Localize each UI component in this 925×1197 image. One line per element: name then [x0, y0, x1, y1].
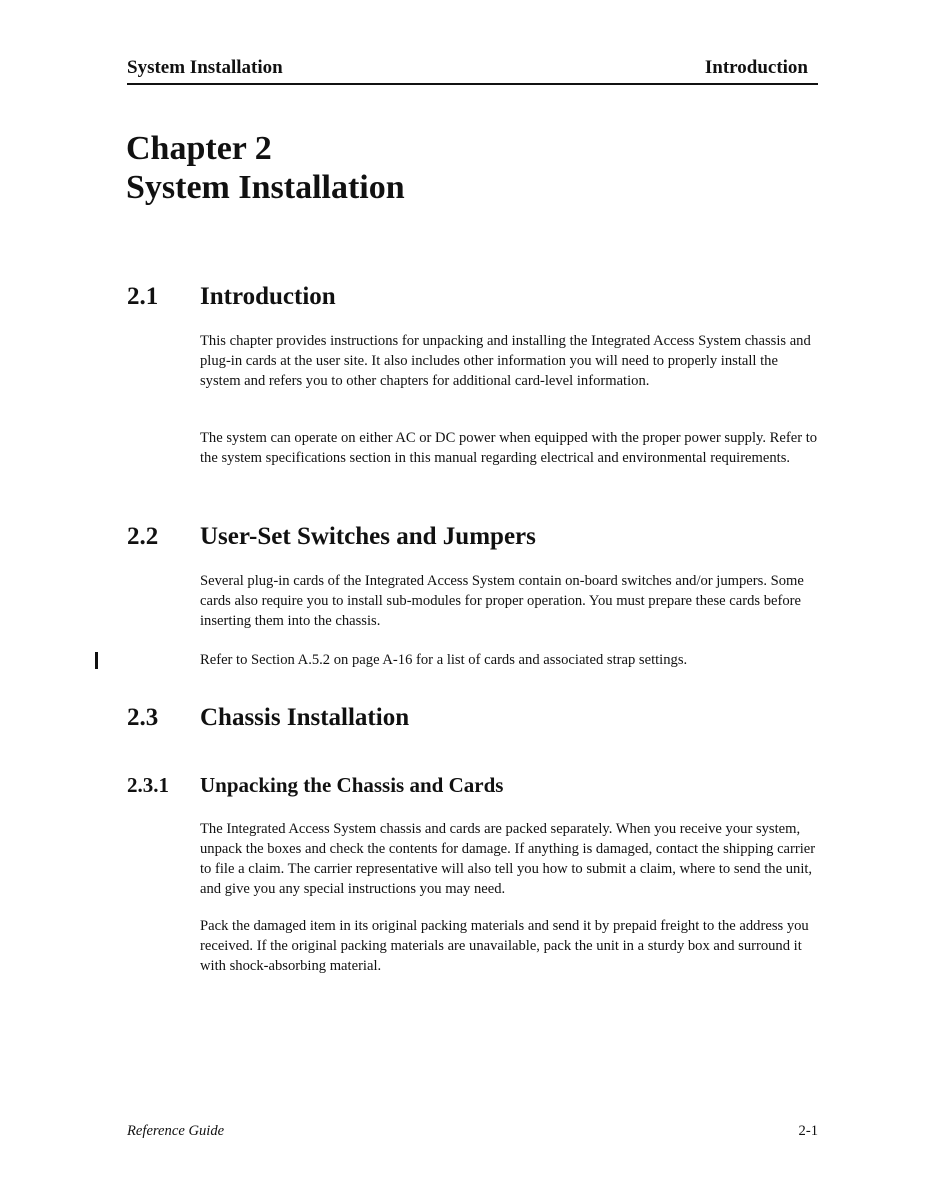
subsection-2-3-1-paragraph-2: Pack the damaged item in its original packing materials and send it by prepaid freight to the address you received. If the original packing materials are unavailable, pack the unit in a sturdy box and surround it with shock-absorbing material. [200, 918, 809, 974]
footer-document-title: Reference Guide [127, 1123, 225, 1139]
section-2-3-number: 2.3 [127, 704, 159, 731]
footer-page-number: 2-1 [798, 1123, 818, 1139]
section-2-3-title: Chassis Installation [200, 704, 410, 731]
subsection-2-3-1-title: Unpacking the Chassis and Cards [200, 773, 504, 797]
chapter-name: System Installation [126, 169, 405, 206]
subsection-2-3-1-number: 2.3.1 [127, 773, 169, 797]
chapter-number: Chapter 2 [126, 130, 272, 167]
section-2-2-paragraph-1: Several plug-in cards of the Integrated Access System contain on-board switches and/or jumpers. Some cards also require you to install sub-modules for proper operation. You must prepare these cards before inserting them into the chassis. [200, 573, 804, 629]
header-rule [127, 83, 818, 85]
section-2-2-paragraph-2: Refer to Section A.5.2 on page A-16 for a list of cards and associated strap settings. [200, 652, 688, 668]
subsection-2-3-1-paragraph-1: The Integrated Access System chassis and cards are packed separately. When you receive your system, unpack the boxes and check the contents for damage. If anything is damaged, contact the shipping carrier to file a claim. The carrier representative will also tell you how to submit a claim, where to send the unit, and give you any special instructions you may need. [200, 821, 816, 897]
section-2-1-title: Introduction [200, 283, 336, 310]
section-2-2-number: 2.2 [127, 523, 159, 550]
running-header-left: System Installation [127, 57, 283, 78]
section-2-1-number: 2.1 [127, 283, 159, 310]
chapter-title [126, 129, 405, 207]
change-bar [95, 652, 98, 669]
section-2-1-paragraph-1: This chapter provides instructions for unpacking and installing the Integrated Access System chassis and plug-in cards at the user site. It also includes other information you will need to properly install the system and refers you to other chapters for additional card-level information. [200, 333, 811, 389]
running-header-right: Introduction [704, 57, 808, 78]
section-2-1-paragraph-2: The system can operate on either AC or DC power when equipped with the proper power supply. Refer to the system specifications section in this manual regarding electrical and environmental requirements. [200, 430, 818, 466]
section-2-2-title: User-Set Switches and Jumpers [200, 523, 536, 550]
